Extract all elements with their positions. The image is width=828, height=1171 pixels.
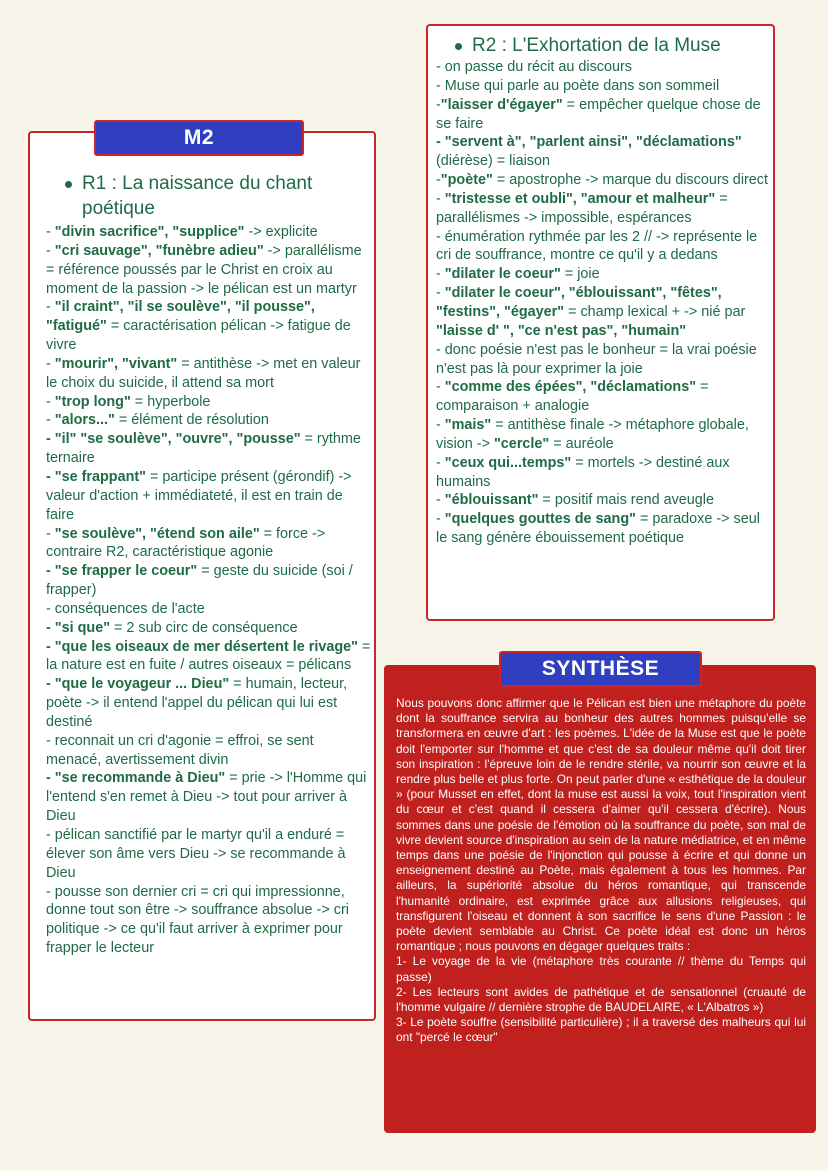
note-line — [46, 638, 371, 676]
note-line — [436, 416, 771, 454]
note-text: = élément de résolution — [114, 412, 269, 429]
synthese-text — [396, 696, 806, 1046]
quote-text: "laisse d' ", "ce n'est pas", "humain" — [436, 322, 687, 339]
note-text: = comparaison + analogie — [436, 379, 709, 415]
note-text: - énumération rythmée par les 2 // -> représente le cri de souffrance, montre ce qu'il y a dedans — [436, 228, 758, 264]
note-text: = auréole — [549, 435, 614, 452]
quote-text: "divin sacrifice", "supplice" — [54, 224, 245, 240]
note-line — [46, 242, 371, 299]
note-text: - conséquences de l'acte — [46, 600, 205, 617]
r1-notes — [46, 223, 371, 958]
note-line — [436, 491, 771, 510]
note-text: -> explicite — [244, 224, 318, 240]
note-text: = champ lexical + -> nié par — [564, 303, 746, 320]
r2-heading: R2 : L'Exhortation de la Muse — [472, 35, 721, 56]
note-line — [436, 378, 771, 416]
quote-text: "comme des épées", "déclamations" — [444, 379, 697, 396]
quote-text: "mais" — [444, 417, 492, 434]
note-text: (diérèse) = liaison — [436, 153, 550, 170]
note-text: = apostrophe -> marque du discours direct — [492, 172, 768, 189]
quote-text: "se soulève", "étend son aile" — [54, 525, 260, 542]
note-text: - — [46, 242, 55, 259]
bullet-icon — [455, 43, 462, 50]
note-line — [436, 96, 771, 134]
note-text: - — [46, 355, 55, 372]
r1-card — [28, 131, 376, 1021]
note-text: - — [46, 224, 55, 240]
note-text: - — [436, 454, 445, 471]
note-line — [46, 430, 371, 468]
note-text: = positif mais rend aveugle — [538, 492, 715, 509]
quote-text: "laisser d'égayer" — [440, 96, 563, 113]
r1-heading: R1 : La naissance du chant poétique — [82, 173, 313, 219]
quote-text: "dilater le coeur" — [444, 266, 561, 283]
note-line — [46, 355, 371, 393]
r2-card — [426, 24, 775, 621]
r2-notes — [436, 58, 771, 548]
quote-text: "quelques gouttes de sang" — [444, 511, 636, 528]
note-text: - Muse qui parle au poète dans son sommeil — [436, 77, 720, 94]
note-line — [46, 468, 371, 525]
note-text: - — [46, 412, 55, 429]
note-text: = antithèse -> met en valeur le choix du suicide, il attend sa mort — [46, 355, 361, 391]
note-line — [46, 619, 371, 638]
r2-heading-block — [472, 33, 767, 58]
note-text: = la nature est en fuite / autres oiseaux = pélicans — [46, 638, 371, 674]
note-line — [46, 298, 371, 355]
note-line — [436, 228, 771, 266]
note-text: = prie -> l'Homme qui l'entend s'en remet à Dieu -> tout pour arriver à Dieu — [46, 770, 367, 825]
note-line — [46, 883, 371, 958]
note-line — [436, 190, 771, 228]
synthese-paragraph: Nous pouvons donc affirmer que le Pélican est bien une métaphore du poète dont la souffrance servira au bonheur des autres hommes puisqu'elle se transformera en œuvre d'art : les poèmes. L'idée de la Muse est que le poète doit l'emporter sur l'homme et que c'est de sa douleur même qu'il doit tirer son inspiration : l'épreuve loin de le rendre stérile, va nourrir son œuvre et la rendre plus belle et plus forte. On peut parler d'une « esthétique de la douleur » (pour Musset en effet, dont la muse est aussi la voix, tout l'inspiration vient du cœur et c'est quand il cessera d'aimer qu'il cessera d'écrire). Nous sommes dans une poésie de l'émotion où la souffrance du poète, son mal de vivre devient source d'inspiration au sein de la nature médiatrice, et en même temps dans une poésie de l'injonction qui pousse à écrire et qui donne un enseignement destiné au Poète, mais également à tous les hommes. Par ailleurs, la supériorité absolue du héros romantique, qui transcende l'humanité ordinaire, est exprimée grâce aux allusions religieuses, qui transfigurent l'oiseau et donnent à son sacrifice le sens d'une Passion : le poète devient semblable au Christ. Ce poète idéal est donc un héros romantique ; nous pouvons en dégager quelques traits : — [396, 696, 806, 954]
quote-text: "il craint", "il se soulève", "il pousse", "fatigué" — [46, 299, 315, 335]
note-text: - — [46, 393, 55, 410]
note-text: - donc poésie n'est pas le bonheur = la vrai poésie n'est pas là pour exprimer la joie — [436, 341, 757, 377]
note-text: - — [436, 172, 441, 189]
note-line — [46, 525, 371, 563]
quote-text: - "si que" — [46, 619, 111, 636]
note-text: = joie — [560, 266, 600, 283]
note-text: - — [46, 525, 55, 542]
note-text: = hyperbole — [130, 393, 211, 410]
quote-text: "dilater le coeur", "éblouissant", "fêtes", "festins", "égayer" — [436, 285, 722, 320]
note-line — [46, 675, 371, 732]
note-text: - — [436, 511, 445, 528]
note-line — [436, 133, 771, 171]
quote-text: "cercle" — [493, 435, 550, 452]
note-line — [46, 411, 371, 430]
quote-text: - "que les oiseaux de mer désertent le rivage" — [46, 638, 358, 655]
note-text: - — [436, 379, 445, 396]
synthese-trait: 1- Le voyage de la vie (métaphore très courante // thème du Temps qui passe) — [396, 954, 806, 984]
note-text: = empêcher quelque chose de se faire — [436, 96, 761, 132]
quote-text: - "se recommande à Dieu" — [46, 770, 226, 787]
note-text: -> parallélisme = référence poussés par le Christ en croix au moment de la passion -> le pélican est un martyr — [46, 242, 362, 297]
note-text: - reconnait un cri d'agonie = effroi, se sent menacé, avertissement divin — [46, 732, 314, 768]
quote-text: - "se frapper le coeur" — [46, 563, 198, 580]
r1-heading-block — [82, 171, 357, 221]
note-line — [436, 454, 771, 492]
note-line — [46, 562, 371, 600]
note-line — [436, 341, 771, 379]
note-text: - pousse son dernier cri = cri qui impressionne, donne tout son être -> souffrance absolue -> cri politique -> ce qu'il faut arriver à exprimer pour frapper le lecteur — [46, 883, 349, 957]
note-text: - on passe du récit au discours — [436, 59, 632, 75]
quote-text: "éblouissant" — [444, 492, 539, 509]
bullet-icon — [65, 181, 72, 188]
quote-text: "mourir", "vivant" — [54, 355, 178, 372]
note-line — [46, 732, 371, 770]
note-text: - — [436, 190, 445, 207]
note-line — [436, 510, 771, 548]
note-text: - — [436, 492, 445, 509]
quote-text: - "servent à", "parlent ainsi", "déclamations" — [436, 134, 742, 151]
synthese-label: SYNTHÈSE — [499, 651, 702, 687]
note-text: - — [436, 266, 445, 283]
quote-text: - "il" "se soulève", "ouvre", "pousse" — [46, 431, 301, 448]
note-line — [436, 58, 771, 77]
note-line — [46, 393, 371, 412]
note-text: - — [436, 417, 445, 434]
quote-text: - "se frappant" — [46, 468, 147, 485]
note-line — [46, 600, 371, 619]
note-line — [46, 769, 371, 826]
note-text: = geste du suicide (soi / frapper) — [46, 563, 353, 599]
note-text: - — [436, 96, 441, 113]
note-text: = parallélismes -> impossible, espérances — [436, 190, 728, 226]
quote-text: "poète" — [440, 172, 493, 189]
note-line — [436, 284, 771, 341]
note-text: = caractérisation pélican -> fatigue de vivre — [46, 318, 351, 354]
note-text: = paradoxe -> seul le sang génère ébouissement poétique — [436, 511, 760, 547]
note-line — [436, 265, 771, 284]
note-text: = mortels -> destiné aux humains — [436, 454, 730, 490]
synthese-trait: 3- Le poète souffre (sensibilité particulière) ; il a traversé des malheurs qui lui ont "percé le cœur" — [396, 1015, 806, 1045]
note-line — [46, 223, 371, 242]
note-line — [436, 171, 771, 190]
quote-text: "alors..." — [54, 412, 115, 429]
note-text: = 2 sub circ de conséquence — [110, 619, 298, 636]
note-text: = humain, lecteur, poète -> il entend l'appel du pélican qui lui est destiné — [46, 676, 348, 730]
quote-text: - "que le voyageur ... Dieu" — [46, 676, 230, 693]
note-text: - — [46, 299, 55, 316]
quote-text: "tristesse et oubli", "amour et malheur" — [444, 190, 716, 207]
synthese-card — [384, 665, 816, 1133]
note-text: = antithèse finale -> métaphore globale, vision -> — [436, 417, 749, 452]
note-text: - — [436, 285, 445, 302]
note-text: - pélican sanctifié par le martyr qu'il a enduré = élever son âme vers Dieu -> se recommande à Dieu — [46, 827, 346, 881]
note-text: = rythme ternaire — [46, 431, 361, 467]
quote-text: "trop long" — [54, 393, 131, 410]
quote-text: "ceux qui...temps" — [444, 454, 572, 471]
synthese-trait: 2- Les lecteurs sont avides de pathétique et de sensationnel (cruauté de l'homme vulgaire // dernière strophe de BAUDELAIRE, « L'Albatros ») — [396, 984, 806, 1015]
note-line — [46, 826, 371, 883]
note-text: = participe présent (gérondif) -> valeur d'action + immédiateté, il est en train de faire — [46, 468, 352, 523]
note-text: = force -> contraire R2, caractéristique agonie — [46, 525, 326, 561]
note-line — [436, 77, 771, 96]
m2-label: M2 — [94, 120, 304, 156]
quote-text: "cri sauvage", "funèbre adieu" — [54, 242, 264, 259]
